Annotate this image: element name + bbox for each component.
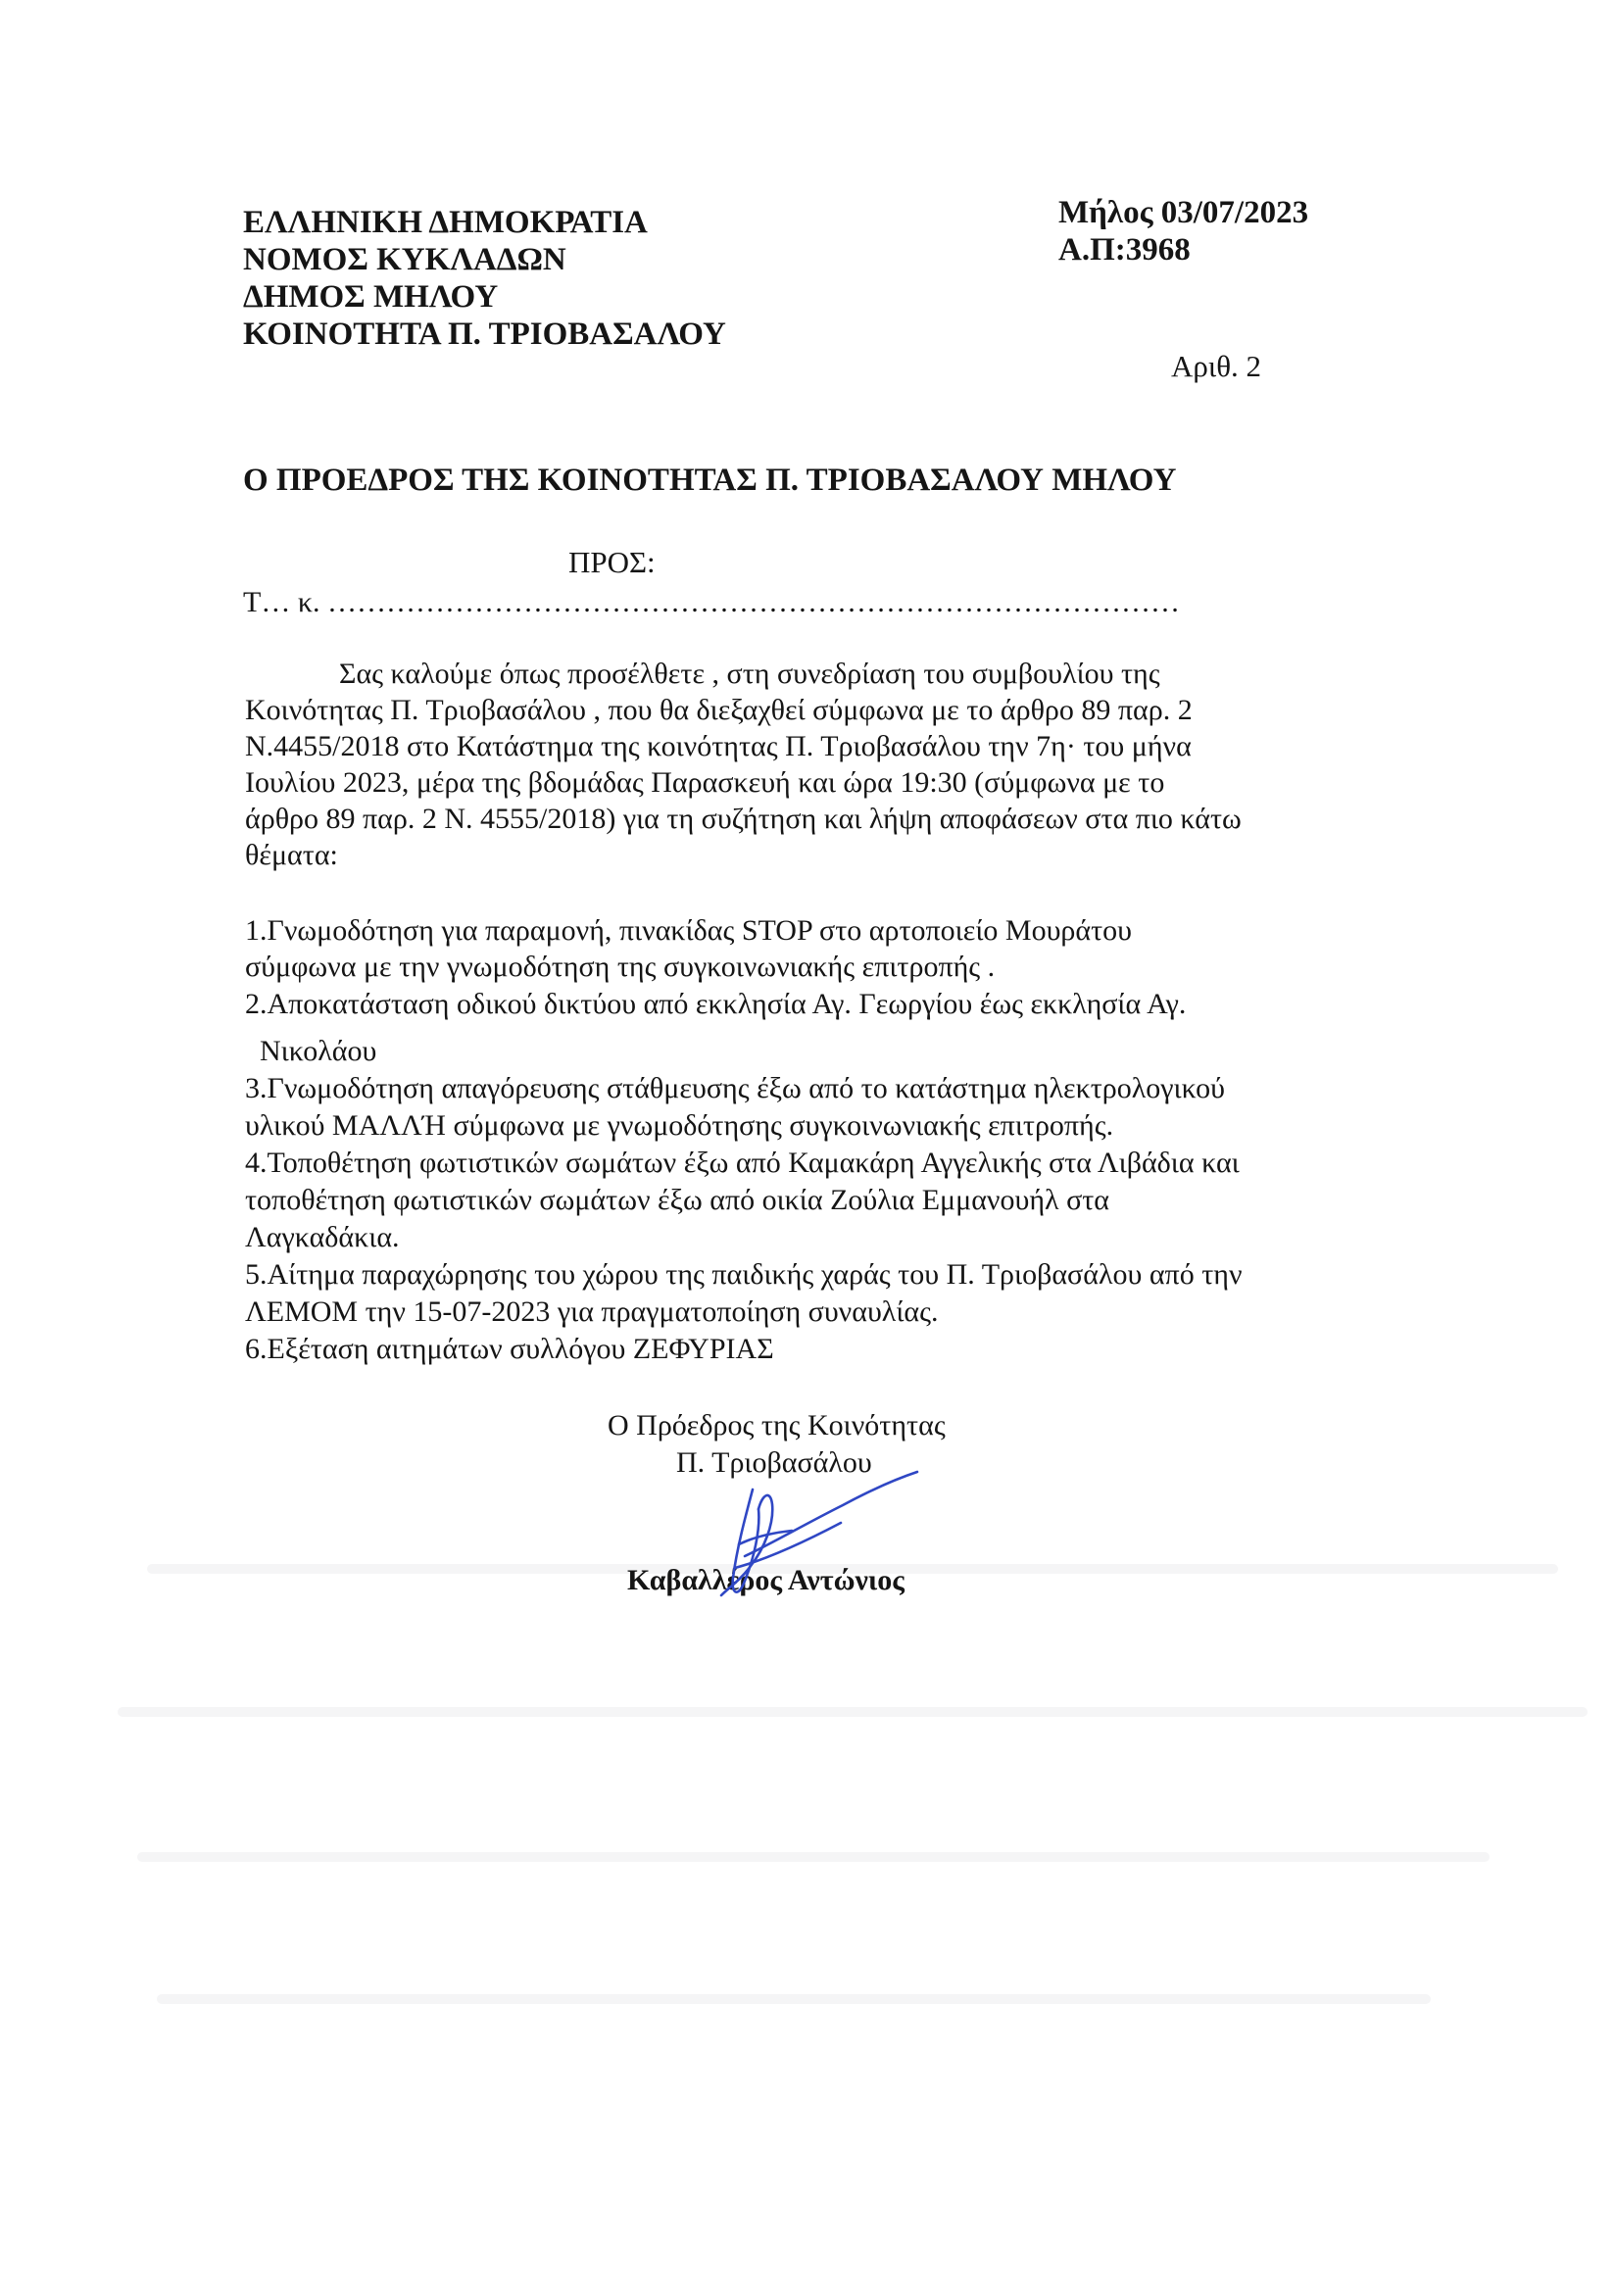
authority-line: ΝΟΜΟΣ ΚΥΚΛΑΔΩΝ [243, 242, 566, 277]
body-line: Σας καλούμε όπως προσέλθετε , στη συνεδρίαση του συμβουλίου της [339, 658, 1160, 690]
signatory-name: Καβαλλέρος Αντώνιος [627, 1564, 905, 1596]
agenda-line: υλικού ΜΑΛΛΉ σύμφωνα με γνωμοδότησης συγκοινωνιακής επιτροπής. [245, 1109, 1114, 1142]
agenda-line: ΛΕΜΟΜ την 15-07-2023 για πραγματοποίηση συναυλίας. [245, 1295, 939, 1328]
agenda-line: 5.Αίτημα παραχώρησης του χώρου της παιδικής χαράς του Π. Τριοβασάλου από την [245, 1258, 1243, 1291]
agenda-line: 6.Εξέταση αιτημάτων συλλόγου ΖΕΦΥΡΙΑΣ [245, 1333, 774, 1365]
document-title: Ο ΠΡΟΕΔΡΟΣ ΤΗΣ ΚΟΙΝΟΤΗΤΑΣ Π. ΤΡΙΟΒΑΣΑΛΟΥ ΜΗΛΟΥ [243, 463, 1177, 498]
authority-line: ΕΛΛΗΝΙΚΗ ΔΗΜΟΚΡΑΤΙΑ [243, 205, 648, 240]
authority-line: ΔΗΜΟΣ ΜΗΛΟΥ [243, 279, 499, 315]
document-number: Αριθ. 2 [1171, 349, 1262, 383]
body-line: θέματα: [245, 839, 338, 871]
body-line: άρθρο 89 παρ. 2 Ν. 4555/2018) για τη συζήτηση και λήψη αποφάσεων στα πιο κάτω [245, 803, 1242, 835]
agenda-line: Νικολάου [245, 1035, 377, 1067]
to-label: ΠΡΟΣ: [568, 545, 656, 579]
agenda-line: 3.Γνωμοδότηση απαγόρευσης στάθμευσης έξω από το κατάστημα ηλεκτρολογικού [245, 1072, 1225, 1104]
protocol-number: Α.Π:3968 [1058, 232, 1191, 268]
agenda-line: 4.Τοποθέτηση φωτιστικών σωμάτων έξω από Καμακάρη Αγγελικής στα Λιβάδια και [245, 1147, 1240, 1179]
handwritten-signature [676, 1450, 931, 1607]
body-line: Ιουλίου 2023, μέρα της βδομάδας Παρασκευή και ώρα 19:30 (σύμφωνα με το [245, 766, 1165, 799]
addressee-line: Τ… κ. …………………………………………………………………………… [243, 586, 1180, 618]
scan-artifact [118, 1707, 1588, 1717]
signatory-community: Π. Τριοβασάλου [676, 1446, 872, 1479]
agenda-line: 1.Γνωμοδότηση για παραμονή, πινακίδας STOP στο αρτοποιείο Μουράτου [245, 914, 1133, 947]
place-date: Μήλος 03/07/2023 [1058, 195, 1309, 230]
body-line: Ν.4455/2018 στο Κατάστημα της κοινότητας Π. Τριοβασάλου την 7η· του μήνα [245, 730, 1192, 762]
agenda-line: σύμφωνα με την γνωμοδότηση της συγκοινωνιακής επιτροπής . [245, 951, 996, 983]
agenda-line: Λαγκαδάκια. [245, 1221, 400, 1253]
agenda-line: τοποθέτηση φωτιστικών σωμάτων έξω από οικία Ζούλια Εμμανουήλ στα [245, 1184, 1110, 1216]
agenda-line: 2.Αποκατάσταση οδικού δικτύου από εκκλησία Αγ. Γεωργίου έως εκκλησία Αγ. [245, 988, 1187, 1020]
body-line: Κοινότητας Π. Τριοβασάλου , που θα διεξαχθεί σύμφωνα με το άρθρο 89 παρ. 2 [245, 694, 1193, 726]
authority-line: ΚΟΙΝΟΤΗΤΑ Π. ΤΡΙΟΒΑΣΑΛΟΥ [243, 317, 726, 352]
scan-artifact [157, 1994, 1431, 2004]
signatory-role: Ο Πρόεδρος της Κοινότητας [608, 1409, 946, 1441]
scan-artifact [137, 1852, 1490, 1862]
